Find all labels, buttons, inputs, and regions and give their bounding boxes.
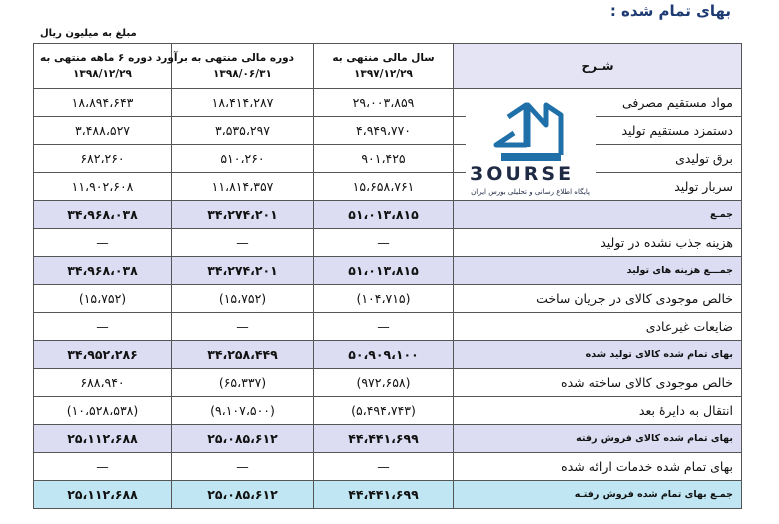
cell-year: —: [314, 313, 454, 341]
cell-label: ضایعات غیرعادی: [454, 313, 742, 341]
cell-estimate: ۳،۴۸۸،۵۲۷: [34, 117, 172, 145]
cell-year: (۵،۴۹۴،۷۴۳): [314, 397, 454, 425]
cell-year: (۱۰۴،۷۱۵): [314, 285, 454, 313]
page-title: بهای تمام شده :: [609, 2, 731, 20]
logo-tagline: پایگاه اطلاع رسانی و تحلیلی بورس ایران: [471, 188, 590, 196]
cell-year: ۱۵،۶۵۸،۷۶۱: [314, 173, 454, 201]
cell-year: ۴۴،۴۴۱،۶۹۹: [314, 481, 454, 509]
cell-period: ۵۱۰،۲۶۰: [172, 145, 314, 173]
table-row: [34, 257, 742, 285]
cell-label: انتقال به دایرۀ بعد: [454, 397, 742, 425]
cell-estimate: —: [34, 229, 172, 257]
table-row: [34, 89, 742, 117]
table-row: [34, 313, 742, 341]
header-description: شـرح: [454, 44, 742, 89]
cell-label: مواد مستقیم مصرفی: [454, 89, 742, 117]
header-period: دوره مالی منتهی به ۱۳۹۸/۰۶/۳۱: [172, 44, 314, 89]
cell-year: ۵۱،۰۱۳،۸۱۵: [314, 257, 454, 285]
cell-estimate: ۲۵،۱۱۲،۶۸۸: [34, 425, 172, 453]
table-row: [34, 453, 742, 481]
cell-period: (۹،۱۰۷،۵۰۰): [172, 397, 314, 425]
cell-year: ۵۰،۹۰۹،۱۰۰: [314, 341, 454, 369]
cell-label: جمـع: [454, 201, 742, 229]
cell-estimate: —: [34, 313, 172, 341]
cell-estimate: ۳۴،۹۶۸،۰۳۸: [34, 257, 172, 285]
table-row: [34, 229, 742, 257]
cell-period: ۲۵،۰۸۵،۶۱۲: [172, 425, 314, 453]
cell-label: جمـــع هزینه های تولید: [454, 257, 742, 285]
table-row: [34, 481, 742, 509]
table-row: [34, 201, 742, 229]
cell-period: ۳۴،۲۷۴،۲۰۱: [172, 257, 314, 285]
cell-estimate: ۲۵،۱۱۲،۶۸۸: [34, 481, 172, 509]
table-row: [34, 397, 742, 425]
cell-label: خالص موجودی کالای ساخته شده: [454, 369, 742, 397]
cost-table: [33, 43, 742, 509]
cell-year: ۴۴،۴۴۱،۶۹۹: [314, 425, 454, 453]
cell-year: —: [314, 229, 454, 257]
cell-label: هزینه جذب نشده در تولید: [454, 229, 742, 257]
cell-label: دستمزد مستقیم تولید: [454, 117, 742, 145]
cell-label: بهای تمام شده کالای فروش رفته: [454, 425, 742, 453]
cell-period: (۶۵،۳۳۷): [172, 369, 314, 397]
cell-estimate: ۱۸،۸۹۴،۶۴۳: [34, 89, 172, 117]
header-row: [34, 44, 742, 89]
cell-year: ۴،۹۴۹،۷۷۰: [314, 117, 454, 145]
table-row: [34, 117, 742, 145]
cell-year: ۹۰۱،۴۲۵: [314, 145, 454, 173]
cell-label: بهای تمام شده کالای تولید شده: [454, 341, 742, 369]
cell-label: بهای تمام شده خدمات ارائه شده: [454, 453, 742, 481]
cell-estimate: ۳۴،۹۶۸،۰۳۸: [34, 201, 172, 229]
cell-estimate: (۱۵،۷۵۲): [34, 285, 172, 313]
cell-period: ۳۴،۲۷۴،۲۰۱: [172, 201, 314, 229]
cell-estimate: ۳۴،۹۵۲،۲۸۶: [34, 341, 172, 369]
cell-period: ۱۸،۴۱۴،۲۸۷: [172, 89, 314, 117]
cell-period: —: [172, 229, 314, 257]
cell-period: ۲۵،۰۸۵،۶۱۲: [172, 481, 314, 509]
table-row: [34, 369, 742, 397]
cell-period: ۳،۵۳۵،۲۹۷: [172, 117, 314, 145]
cell-year: ۲۹،۰۰۳،۸۵۹: [314, 89, 454, 117]
cell-year: —: [314, 453, 454, 481]
bourse-logo-mark: [466, 95, 596, 199]
cell-label: سربار تولید: [454, 173, 742, 201]
logo-wordmark: 3OURSE: [470, 163, 575, 185]
cell-estimate: ۶۸۸،۹۴۰: [34, 369, 172, 397]
cell-year: (۹۷۲،۶۵۸): [314, 369, 454, 397]
table-row: [34, 425, 742, 453]
bourse-logo: [466, 95, 596, 199]
cell-estimate: (۱۰،۵۲۸،۵۳۸): [34, 397, 172, 425]
cell-label: خالص موجودی کالای در جریان ساخت: [454, 285, 742, 313]
table-row: [34, 285, 742, 313]
table-row: [34, 341, 742, 369]
cell-period: ۳۴،۲۵۸،۴۴۹: [172, 341, 314, 369]
cell-period: ۱۱،۸۱۴،۳۵۷: [172, 173, 314, 201]
cell-estimate: ۱۱،۹۰۲،۶۰۸: [34, 173, 172, 201]
header-year: سال مالی منتهی به ۱۳۹۷/۱۲/۲۹: [314, 44, 454, 89]
header-estimate: برآورد دوره ۶ ماهه منتهی به ۱۳۹۸/۱۲/۲۹: [34, 44, 172, 89]
cell-period: —: [172, 313, 314, 341]
cell-period: —: [172, 453, 314, 481]
cell-estimate: —: [34, 453, 172, 481]
cell-estimate: ۶۸۲،۲۶۰: [34, 145, 172, 173]
cell-label: جمـع بهای تمام شده فروش رفتـه: [454, 481, 742, 509]
unit-note: مبلغ به میلیون ریال: [40, 28, 137, 39]
table-row: [34, 145, 742, 173]
cell-year: ۵۱،۰۱۳،۸۱۵: [314, 201, 454, 229]
cell-label: برق تولیدی: [454, 145, 742, 173]
table-row: [34, 173, 742, 201]
cell-period: (۱۵،۷۵۲): [172, 285, 314, 313]
